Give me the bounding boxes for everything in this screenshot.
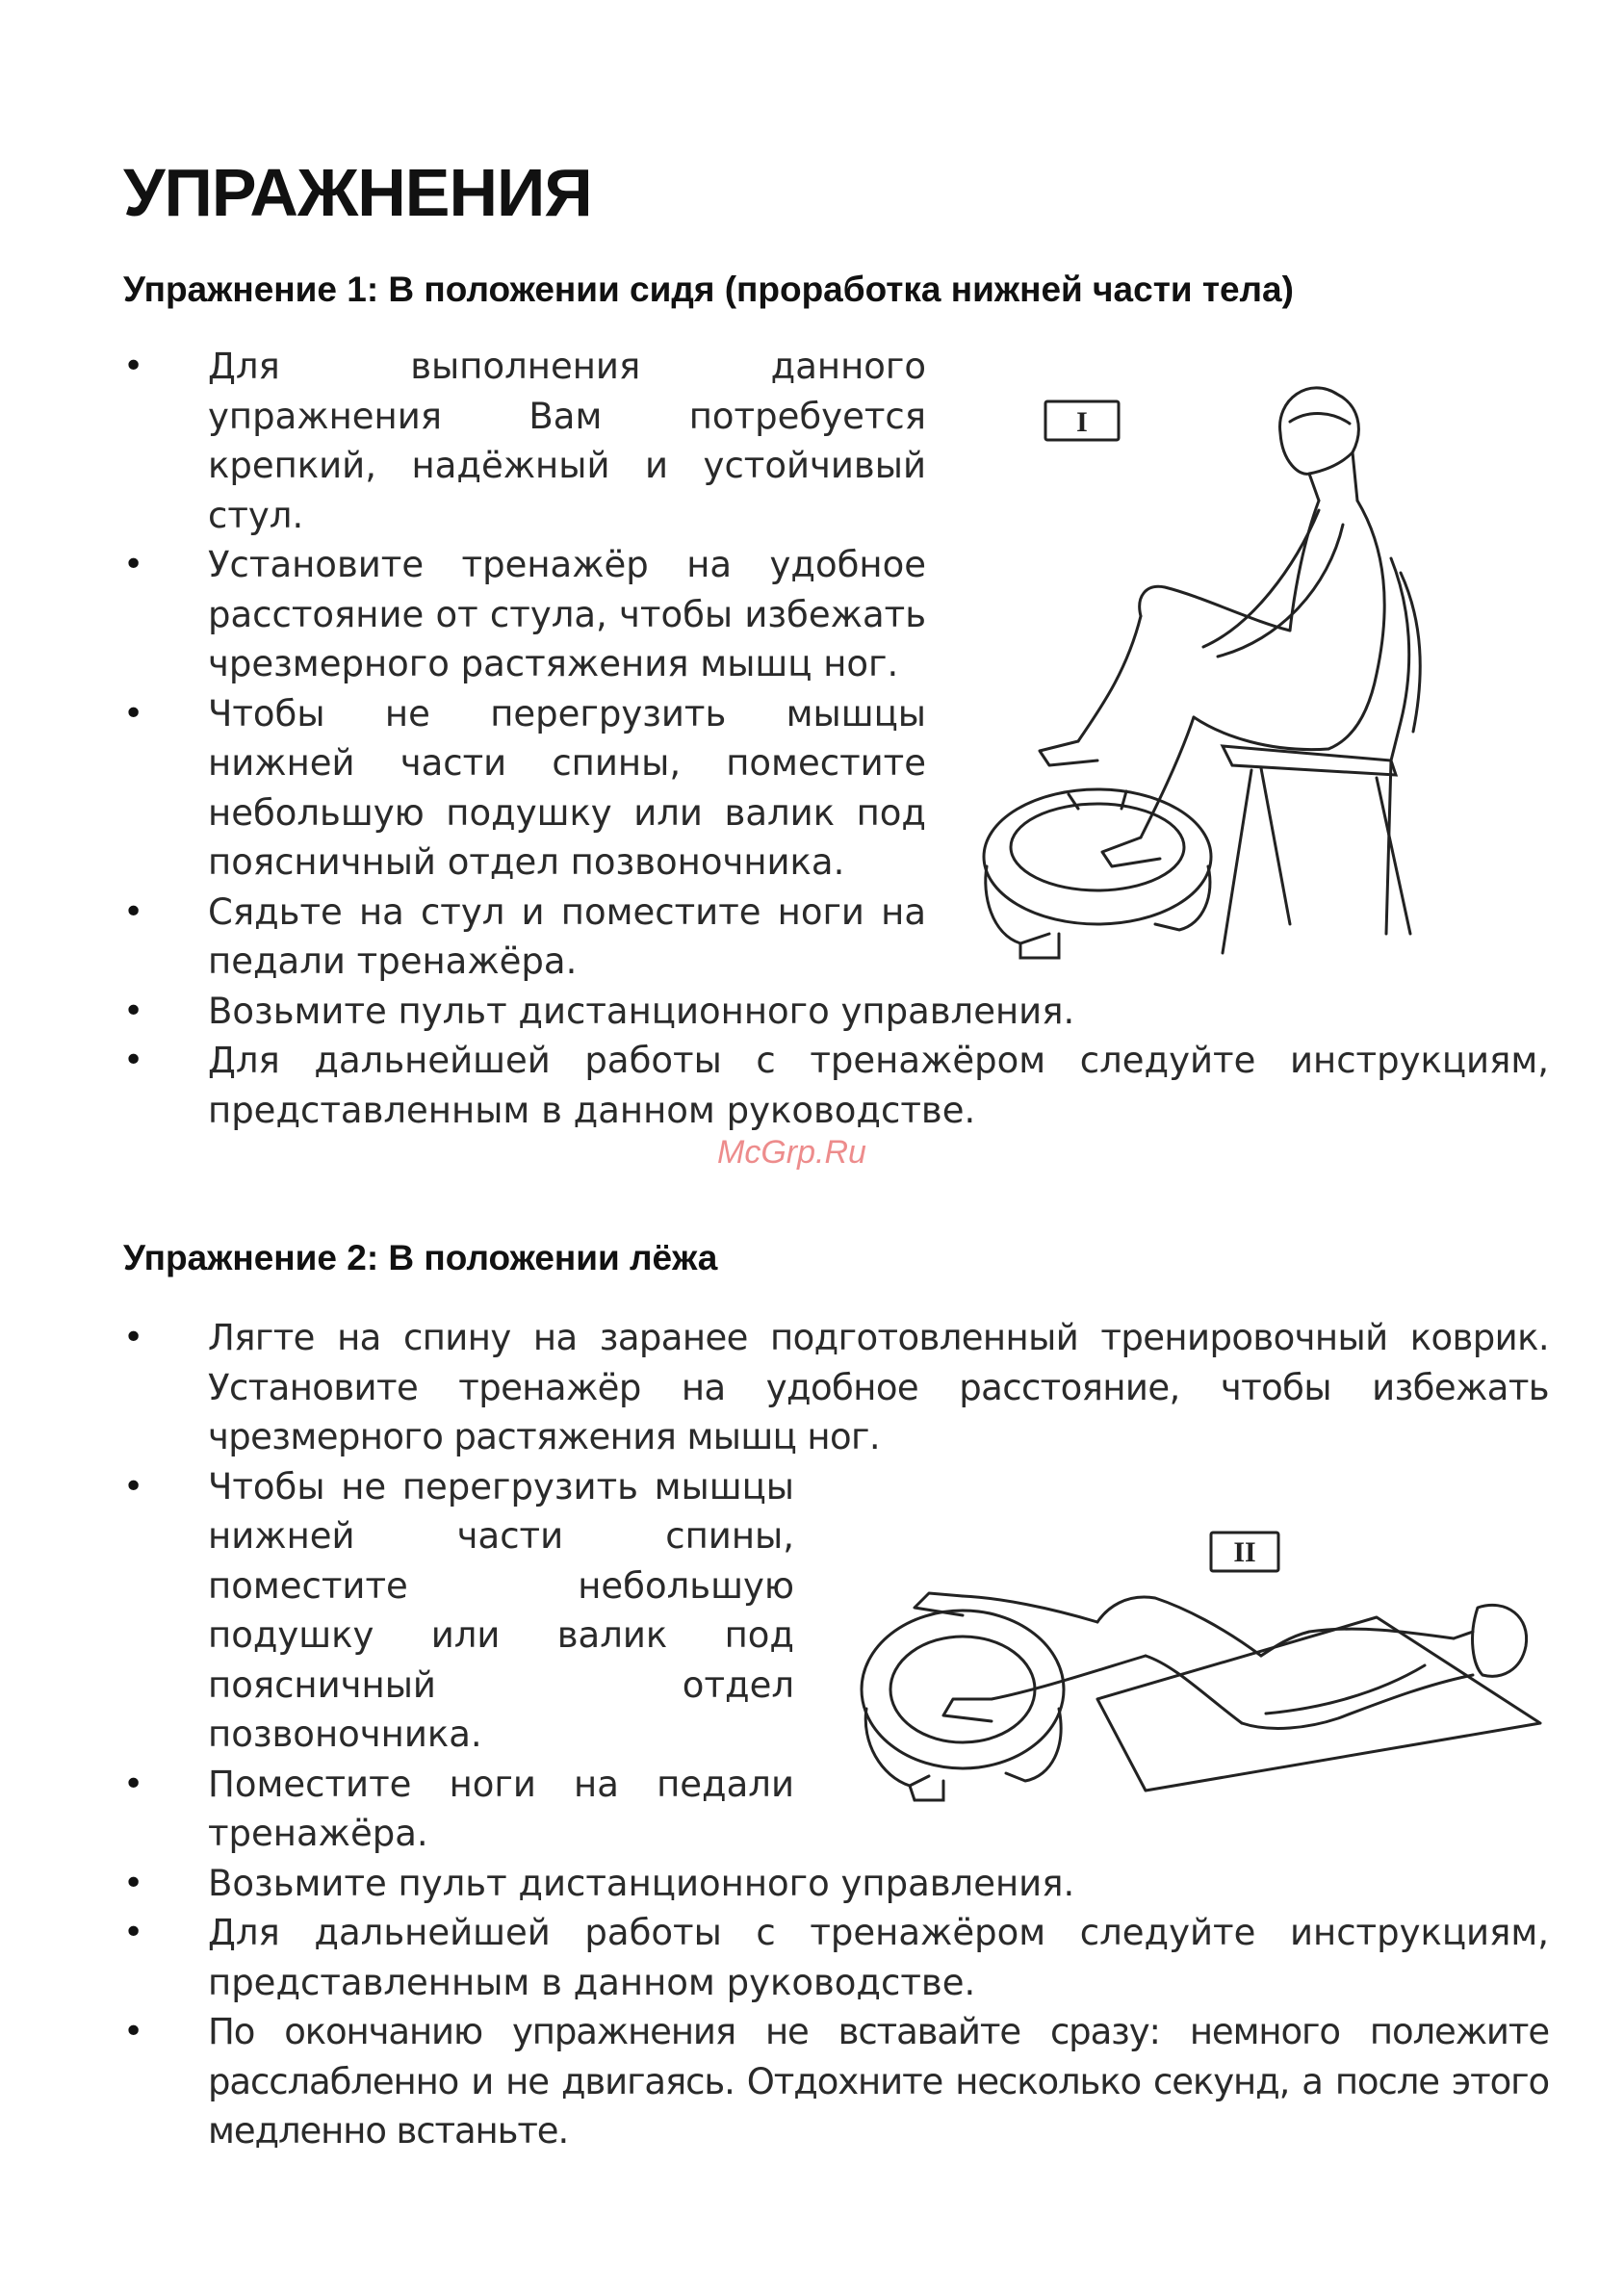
lying-person-icon	[915, 1593, 1527, 1728]
list-item: • Для выполнения данного упражнения Вам потребуется крепкий, надёжный и устойчивый стул.	[0, 342, 926, 540]
foot-massager-icon	[862, 1611, 1064, 1800]
figure-label-box	[1211, 1533, 1278, 1571]
page-title: УПРАЖНЕНИЯ	[123, 155, 592, 230]
figure-label: I	[1076, 406, 1088, 438]
figure-label-box	[1045, 401, 1119, 440]
exercise-1-title: Упражнение 1: В положении сидя (проработка нижней части тела)	[123, 270, 1294, 309]
list-item: • Поместите ноги на педали тренажёра.	[0, 1760, 794, 1859]
seated-person-icon	[1040, 388, 1384, 866]
list-item: • Чтобы не перегрузить мышцы нижней части спины, поместите небольшую подушку или валик под поясничный отдел позвоночника.	[0, 1462, 794, 1760]
figure-label: II	[1233, 1536, 1256, 1568]
list-item: • Возьмите пульт дистанционного управления.	[0, 987, 1549, 1037]
foot-massager-icon	[984, 789, 1211, 958]
list-item: • По окончанию упражнения не вставайте сразу: немного полежите расслабленно и не двигаясь. Отдохните несколько секунд, а после этого медленно встаньте.	[0, 2007, 1549, 2156]
seated-exercise-illustration	[963, 356, 1463, 963]
list-item: • Лягте на спину на заранее подготовленный тренировочный коврик. Установите тренажёр на удобное расстояние, чтобы избежать чрезмерного растяжения мышц ног.	[0, 1313, 1549, 1462]
list-item: • Установите тренажёр на удобное расстояние от стула, чтобы избежать чрезмерного растяжения мышц ног.	[0, 540, 926, 689]
list-item: • Для дальнейшей работы с тренажёром следуйте инструкциям, представленным в данном руководстве.	[0, 1036, 1549, 1135]
list-item: • Сядьте на стул и поместите ноги на педали тренажёра.	[0, 888, 926, 987]
lying-exercise-illustration	[838, 1502, 1550, 1810]
list-item: • Возьмите пульт дистанционного управления.	[0, 1859, 1549, 1909]
watermark: McGrp.Ru	[717, 1134, 866, 1171]
list-item: • Чтобы не перегрузить мышцы нижней части спины, поместите небольшую подушку или валик под поясничный отдел позвоночника.	[0, 689, 926, 888]
list-item: • Для дальнейшей работы с тренажёром следуйте инструкциям, представленным в данном руководстве.	[0, 1908, 1549, 2007]
exercise-2-title: Упражнение 2: В положении лёжа	[123, 1238, 718, 1277]
